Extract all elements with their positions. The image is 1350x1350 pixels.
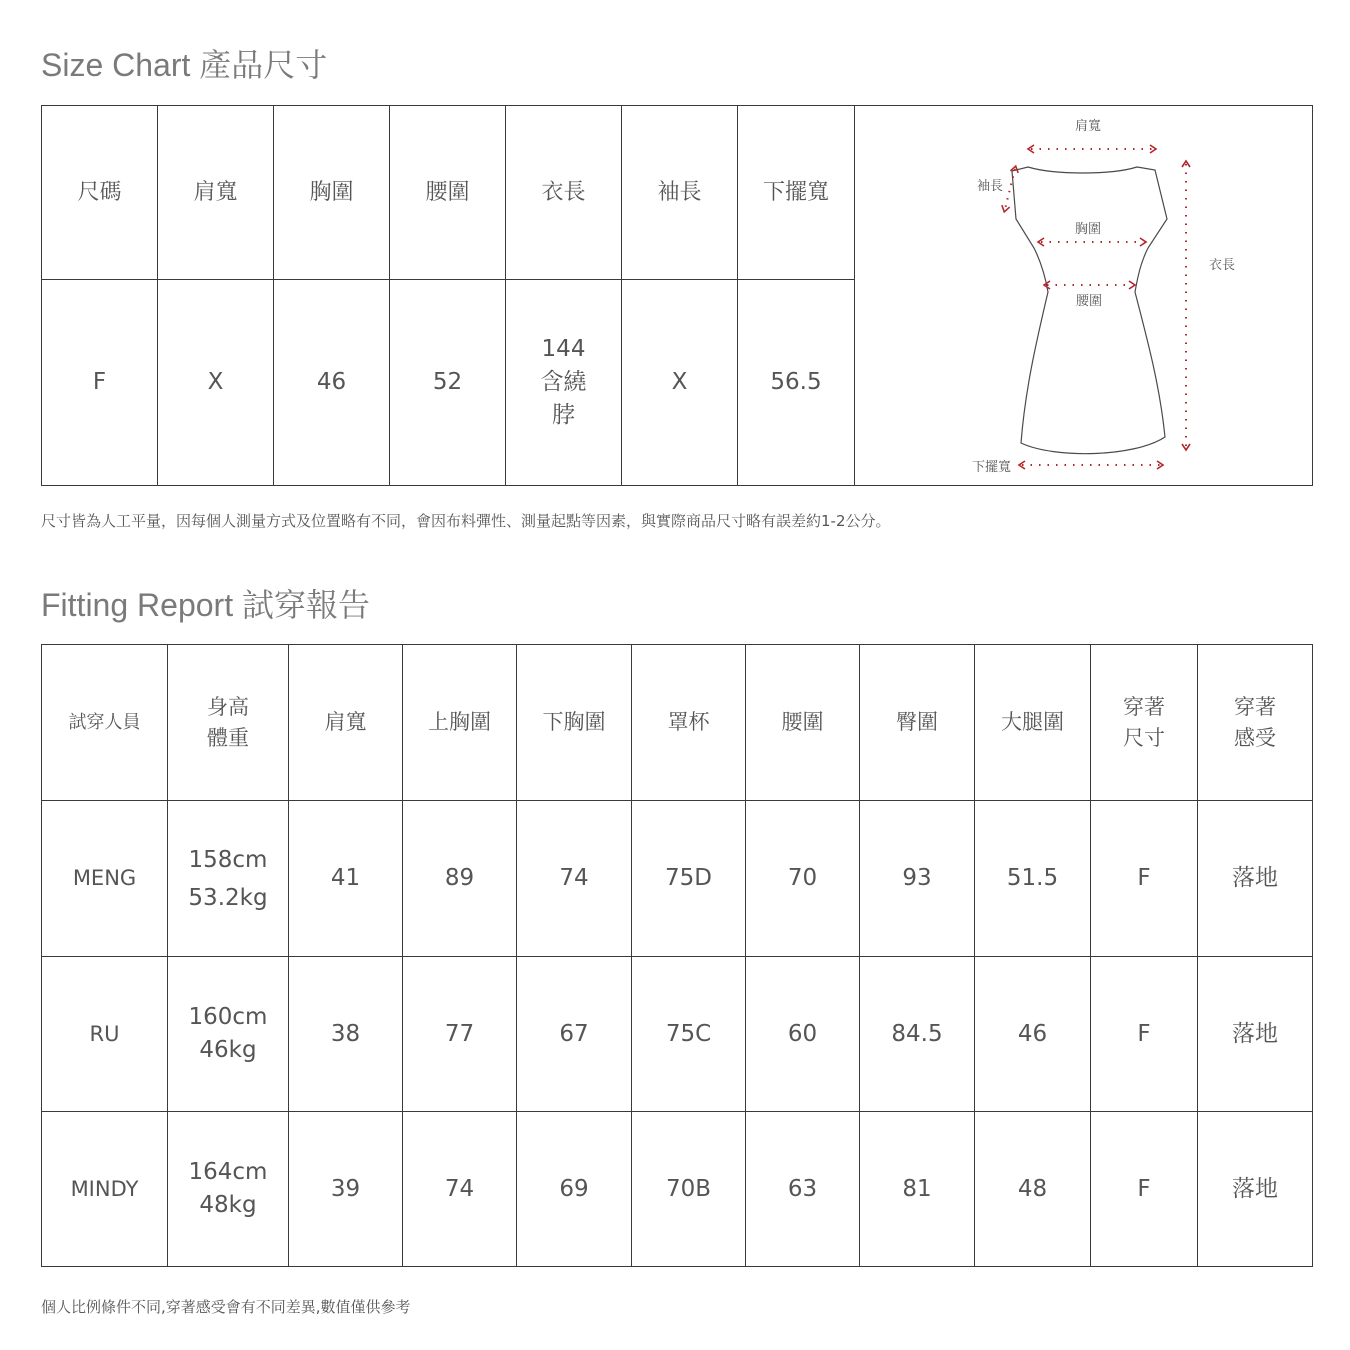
fit-header-row <box>42 645 1313 801</box>
cell-name: RU <box>42 957 168 1112</box>
cell-upper-chest: 89 <box>403 801 517 957</box>
cell-waist: 52 <box>390 280 506 486</box>
cell-name: MENG <box>42 801 168 957</box>
table-row <box>42 801 1313 957</box>
header-wear-size-2: 尺寸 <box>1123 725 1165 750</box>
cell-chest: 46 <box>274 280 390 486</box>
header-weight: 體重 <box>207 725 249 750</box>
cell-thigh: 48 <box>975 1112 1091 1267</box>
cell-name: MINDY <box>42 1112 168 1267</box>
cell-waist: 63 <box>746 1112 860 1267</box>
table-row <box>42 957 1313 1112</box>
label-sleeve: 袖長 <box>976 178 1003 194</box>
cell-shoulder: 41 <box>289 801 403 957</box>
cell-weight: 46kg <box>199 1037 257 1063</box>
header-waist: 腰圍 <box>390 106 506 280</box>
header-sleeve: 袖長 <box>622 106 738 280</box>
header-wear-size <box>1091 645 1198 801</box>
header-lower-chest: 下胸圍 <box>517 645 632 801</box>
header-waist: 腰圍 <box>746 645 860 801</box>
header-shoulder: 肩寬 <box>289 645 403 801</box>
length-note-2: 脖 <box>552 402 575 428</box>
dress-outline <box>1012 167 1167 454</box>
cell-lower-chest: 74 <box>517 801 632 957</box>
cell-hip: 84.5 <box>860 957 975 1112</box>
label-waist: 腰圍 <box>1075 293 1103 309</box>
size-chart-table <box>41 105 1313 486</box>
header-tester: 試穿人員 <box>42 645 168 801</box>
cell-cup: 75C <box>632 957 746 1112</box>
cell-hip: 81 <box>860 1112 975 1267</box>
header-cup: 罩杯 <box>632 645 746 801</box>
label-length: 衣長 <box>1208 257 1236 273</box>
length-note-1: 含繞 <box>540 369 587 395</box>
cell-hem: 56.5 <box>738 280 855 486</box>
cell-wear-feel: 落地 <box>1198 1112 1313 1267</box>
header-wear-feel-1: 穿著 <box>1234 694 1276 719</box>
cell-shoulder: X <box>158 280 274 486</box>
header-wear-size-1: 穿著 <box>1123 694 1165 719</box>
cell-wear-size: F <box>1091 1112 1198 1267</box>
length-value: 144 <box>541 336 586 362</box>
header-size: 尺碼 <box>42 106 158 280</box>
fitting-report-table <box>41 644 1313 1267</box>
header-length: 衣長 <box>506 106 622 280</box>
header-upper-chest: 上胸圍 <box>403 645 517 801</box>
header-height-weight <box>168 645 289 801</box>
cell-length <box>506 280 622 486</box>
header-wear-feel <box>1198 645 1313 801</box>
header-hem: 下擺寬 <box>738 106 855 280</box>
cell-sleeve: X <box>622 280 738 486</box>
cell-height-weight <box>168 1112 289 1267</box>
size-chart-title: Size Chart 產品尺寸 <box>41 47 328 83</box>
header-thigh: 大腿圍 <box>975 645 1091 801</box>
cell-wear-size: F <box>1091 957 1198 1112</box>
cell-weight: 48kg <box>199 1192 257 1218</box>
cell-height: 158cm <box>188 846 268 873</box>
fitting-report-note: 個人比例條件不同,穿著感受會有不同差異,數值僅供參考 <box>41 1298 411 1316</box>
cell-hip: 93 <box>860 801 975 957</box>
garment-diagram <box>855 106 1313 486</box>
header-wear-feel-2: 感受 <box>1234 725 1276 750</box>
cell-upper-chest: 77 <box>403 957 517 1112</box>
cell-thigh: 46 <box>975 957 1091 1112</box>
table-row <box>42 1112 1313 1267</box>
header-chest: 胸圍 <box>274 106 390 280</box>
label-shoulder: 肩寬 <box>1074 118 1102 134</box>
cell-cup: 70B <box>632 1112 746 1267</box>
cell-height-weight <box>168 957 289 1112</box>
label-hem: 下擺寬 <box>971 459 1011 475</box>
cell-height: 164cm <box>188 1159 268 1185</box>
cell-cup: 75D <box>632 801 746 957</box>
cell-wear-size: F <box>1091 801 1198 957</box>
cell-lower-chest: 67 <box>517 957 632 1112</box>
cell-size: F <box>42 280 158 486</box>
header-shoulder: 肩寬 <box>158 106 274 280</box>
header-hip: 臀圍 <box>860 645 975 801</box>
cell-upper-chest: 74 <box>403 1112 517 1267</box>
cell-wear-feel: 落地 <box>1198 801 1313 957</box>
cell-waist: 70 <box>746 801 860 957</box>
cell-height-weight <box>168 801 289 957</box>
cell-shoulder: 39 <box>289 1112 403 1267</box>
cell-weight: 53.2kg <box>188 884 268 911</box>
fitting-report-title: Fitting Report 試穿報告 <box>41 587 370 623</box>
cell-wear-feel: 落地 <box>1198 957 1313 1112</box>
cell-lower-chest: 69 <box>517 1112 632 1267</box>
cell-height: 160cm <box>188 1004 268 1030</box>
header-height: 身高 <box>207 694 249 719</box>
size-chart-note: 尺寸皆為人工平量，因每個人測量方式及位置略有不同，會因布料彈性、測量起點等因素，與實際商品尺寸略有誤差約1-2公分。 <box>41 512 891 530</box>
cell-shoulder: 38 <box>289 957 403 1112</box>
cell-waist: 60 <box>746 957 860 1112</box>
label-chest: 胸圍 <box>1074 221 1102 237</box>
dress-outline-diagram <box>855 107 1311 485</box>
cell-thigh: 51.5 <box>975 801 1091 957</box>
size-header-row <box>42 106 1313 280</box>
